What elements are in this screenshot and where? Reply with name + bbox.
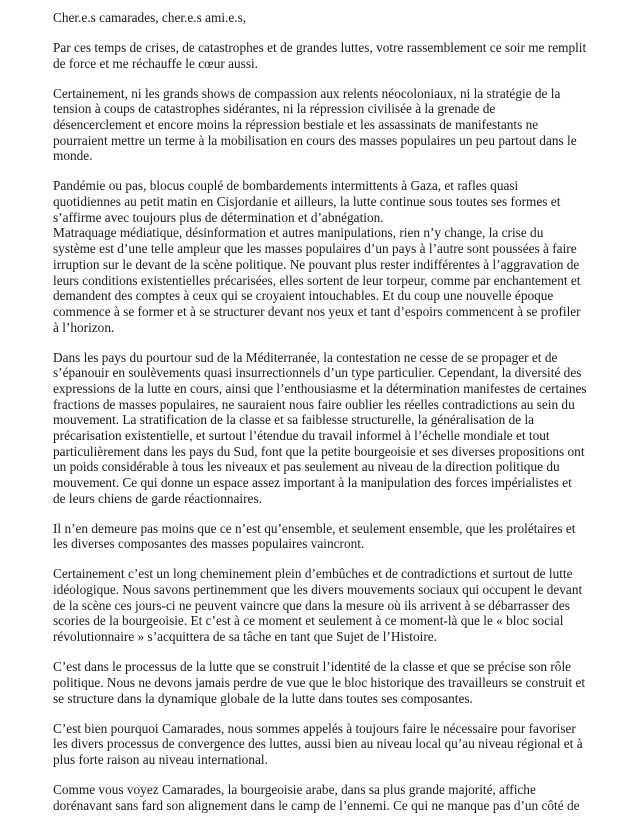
text-line: de force et me réchauffe le cœur aussi. bbox=[53, 55, 259, 71]
text-line: Cher.e.s camarades, cher.e.s ami.e.s, bbox=[53, 10, 247, 25]
text-line: irruption sur le devant de la scène politique. Ne pouvant plus rester indifférentes à l’aggravation de bbox=[53, 256, 580, 272]
text-line: monde. bbox=[53, 148, 93, 164]
text-line: particulièrement dans les pays du Sud, font que la petite bourgeoisie et ses diverses propositions ont bbox=[53, 443, 585, 459]
paragraph-mediterranee bbox=[53, 350, 633, 507]
text-line: mouvement. Ce qui donne un espace assez important à la manipulation des forces impérialistes et bbox=[53, 475, 572, 491]
text-line: plus forte raison au niveau international. bbox=[53, 751, 268, 767]
text-line: fractions de masses populaires, ne sauraient nous faire oublier les réelles contradictions au sein du bbox=[53, 396, 575, 412]
text-line: idéologique. Nous savons pertinemment que les divers mouvements sociaux qui occupent le devant bbox=[53, 582, 583, 598]
text-line: système est d’une telle ampleur que les masses populaires d’un pays à l’autre sont poussées à faire bbox=[53, 241, 577, 257]
text-line: Comme vous voyez Camarades, la bourgeoisie arabe, dans sa plus grande majorité, affiche bbox=[53, 781, 536, 797]
text-line: un poids considérable à tous les niveaux et pas seulement au niveau de la direction politique du bbox=[53, 459, 560, 475]
paragraph-processus bbox=[53, 659, 633, 706]
text-line: Pandémie ou pas, blocus couplé de bombardements intermittents à Gaza, et rafles quasi bbox=[53, 178, 519, 194]
text-line: pourraient mettre un terme à la mobilisation en cours des masses populaires un peu partout dans le bbox=[53, 132, 577, 148]
text-line: s’épanouir en soulèvements quasi insurrectionnels d’un type particulier. Cependant, la diversité des bbox=[53, 365, 582, 381]
paragraph-ensemble bbox=[53, 521, 633, 552]
text-line: Matraquage médiatique, désinformation et autres manipulations, rien n’y change, la crise du bbox=[53, 225, 544, 241]
text-line: désencerclement et encore moins la répression bestiale et les assassinats de manifestants ne bbox=[53, 117, 539, 133]
paragraph-bourgeoisie bbox=[53, 782, 633, 813]
text-line: expressions de la lutte en cours, ainsi que l’enthousiasme et la détermination manifestes de certaines bbox=[53, 380, 587, 396]
paragraph-certainement bbox=[53, 86, 633, 164]
text-line: leurs conditions existentielles précarisées, elles sortent de leur torpeur, comme par enchantement et bbox=[53, 272, 581, 288]
text-line: de la scène ces jours-ci ne peuvent vaincre que dans la mesure où ils arrivent à se débarrasser des bbox=[53, 597, 570, 613]
text-line: à l’horizon. bbox=[53, 319, 115, 335]
text-line: tension à coups de catastrophes sidérantes, ni la répression civilisée à la grenade de bbox=[53, 101, 496, 117]
text-line: de leurs chiens de garde réactionnaires. bbox=[53, 490, 262, 506]
text-line: Par ces temps de crises, de catastrophes et de grandes luttes, votre rassemblement ce soir me remplit bbox=[53, 39, 587, 55]
text-line: C’est bien pourquoi Camarades, nous sommes appelés à toujours faire le nécessaire pour favoriser bbox=[53, 720, 576, 736]
text-line: scories de la bourgeoisie. Et c’est à ce moment et seulement à ce moment-là que le « bloc social bbox=[53, 613, 564, 629]
text-line: C’est dans le processus de la lutte que se construit l’identité de la classe et que se précise son rôle bbox=[53, 659, 572, 675]
paragraph-intro bbox=[53, 40, 633, 71]
text-line: commence à se former et à se structurer devant nos yeux et tant d’espoirs commencent à se profiler bbox=[53, 303, 581, 319]
text-line: révolutionnaire » s’acquittera de sa tâche en tant que Sujet de l’Histoire. bbox=[53, 629, 437, 645]
paragraph-pandemie bbox=[53, 178, 633, 225]
paragraph-salutation bbox=[53, 10, 633, 26]
text-line: s’affirme avec toujours plus de détermination et d’abnégation. bbox=[53, 209, 384, 225]
text-line: les divers processus de convergence des luttes, aussi bien au niveau local qu’au niveau régional et à bbox=[53, 736, 583, 752]
paragraph-matraquage bbox=[53, 225, 633, 335]
text-line: Dans les pays du pourtour sud de la Méditerranée, la contestation ne cesse de se propager et de bbox=[53, 349, 558, 365]
paragraph-convergence bbox=[53, 721, 633, 768]
text-line: précarisation existentielle, et surtout l’étendue du travail informel à l’échelle mondiale et tout bbox=[53, 428, 550, 443]
text-line: Certainement c’est un long cheminement plein d’embûches et de contradictions et surtout de lutte bbox=[53, 566, 573, 582]
text-line: les diverses composantes des masses populaires vaincront. bbox=[53, 536, 365, 552]
text-line: mouvement. La stratification de la classe et sa faiblesse structurelle, la généralisation de la bbox=[53, 412, 535, 428]
text-line: Il n’en demeure pas moins que ce n’est qu’ensemble, et seulement ensemble, que les prolétaires et bbox=[53, 520, 576, 536]
text-line: Certainement, ni les grands shows de compassion aux relents néocoloniaux, ni la stratégie de la bbox=[53, 85, 561, 101]
text-line: demandent des comptes à ceux qui se croyaient intouchables. Et du coup une nouvelle époque bbox=[53, 288, 554, 304]
text-line: quotidiennes au petit matin en Cisjordanie et ailleurs, la lutte continue sous toutes ses formes et bbox=[53, 194, 561, 210]
text-line: dorénavant sans fard son alignement dans le camp de l’ennemi. Ce qui ne manque pas d’un côté de bbox=[53, 797, 580, 813]
text-line: se structure dans la dynamique globale de la lutte dans toutes ses composantes. bbox=[53, 690, 473, 706]
paragraph-cheminement bbox=[53, 566, 633, 644]
document-body bbox=[53, 10, 633, 828]
text-line: politique. Nous ne devons jamais perdre de vue que le bloc historique des travailleurs se construit et bbox=[53, 674, 586, 690]
